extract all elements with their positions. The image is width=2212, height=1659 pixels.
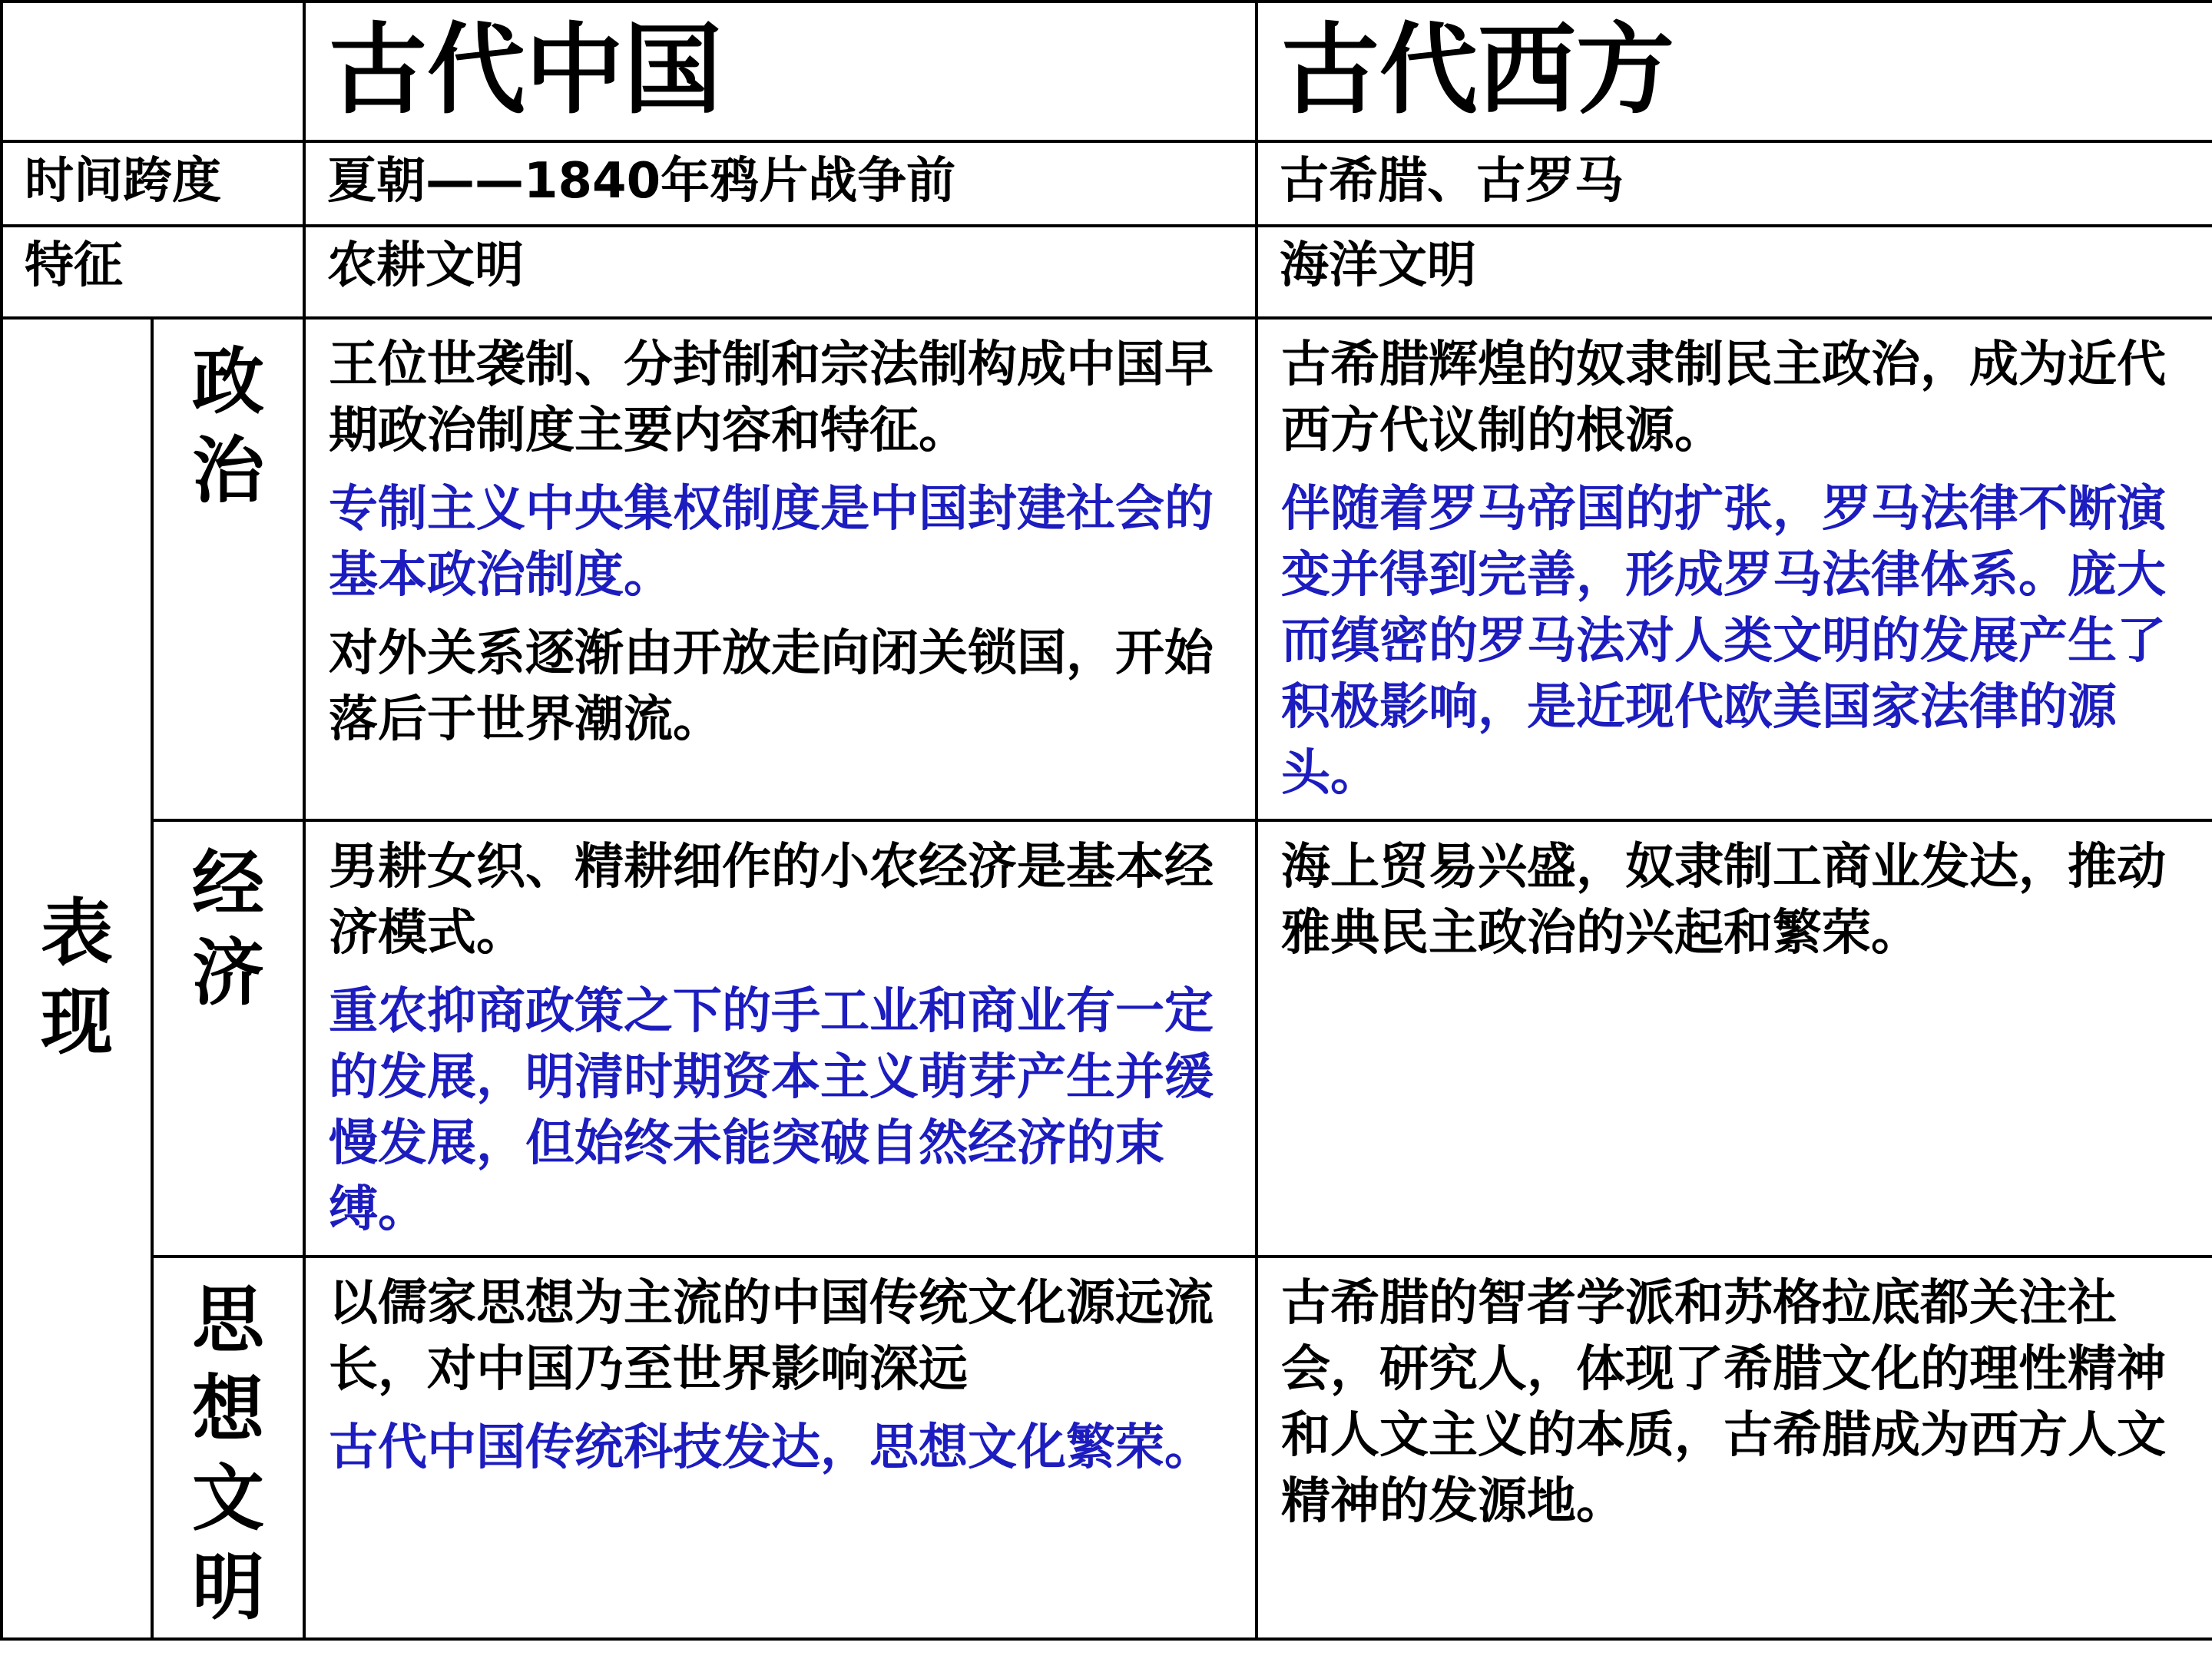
corner-cell xyxy=(2,2,304,141)
feature-row xyxy=(2,226,2212,318)
politics-china-text-1: 王位世袭制、分封制和宗法制构成中国早期政治制度主要内容和特征。 xyxy=(329,336,1214,459)
politics-label: 政治 xyxy=(191,340,264,513)
feature-china: 农耕文明 xyxy=(304,226,1257,318)
time-span-china: 夏朝——1840年鸦片战争前 xyxy=(304,141,1257,226)
economy-label: 经济 xyxy=(191,843,264,1015)
economy-west-text: 海上贸易兴盛，奴隶制工商业发达，推动雅典民主政治的兴起和繁荣。 xyxy=(1281,839,2166,962)
politics-west-text: 古希腊辉煌的奴隶制民主政治，成为近代西方代议制的根源。 xyxy=(1281,336,2166,459)
performance-label: 表现 xyxy=(40,892,113,1065)
performance-label-cell xyxy=(2,318,152,1639)
politics-china-text-2: 对外关系逐渐由开放走向闭关锁国，开始落后于世界潮流。 xyxy=(329,625,1214,748)
politics-china-highlight: 专制主义中央集权制度是中国封建社会的基本政治制度。 xyxy=(329,481,1214,604)
economy-label-cell xyxy=(152,820,304,1257)
time-span-west: 古希腊、古罗马 xyxy=(1257,141,2212,226)
thought-china-cell xyxy=(304,1257,1257,1639)
header-ancient-west: 古代西方 xyxy=(1257,2,2212,141)
thought-west-text: 古希腊的智者学派和苏格拉底都关注社会，研究人，体现了希腊文化的理性精神和人文主义的本质，古希腊成为西方人文精神的发源地。 xyxy=(1281,1275,2166,1530)
feature-west: 海洋文明 xyxy=(1257,226,2212,318)
thought-row xyxy=(2,1257,2212,1639)
politics-label-cell xyxy=(152,318,304,820)
politics-china-cell xyxy=(304,318,1257,820)
economy-china-cell xyxy=(304,820,1257,1257)
thought-china-highlight: 古代中国传统科技发达，思想文化繁荣。 xyxy=(329,1419,1214,1476)
economy-west-cell xyxy=(1257,820,2212,1257)
time-span-row xyxy=(2,141,2212,226)
thought-label-cell xyxy=(152,1257,304,1639)
header-ancient-china: 古代中国 xyxy=(304,2,1257,141)
economy-china-highlight: 重农抑商政策之下的手工业和商业有一定的发展，明清时期资本主义萌芽产生并缓慢发展，但始终未能突破自然经济的束缚。 xyxy=(329,983,1214,1238)
thought-china-text: 以儒家思想为主流的中国传统文化源远流长，对中国乃至世界影响深远 xyxy=(329,1275,1214,1398)
header-row xyxy=(2,2,2212,141)
politics-row xyxy=(2,318,2212,820)
feature-label: 特征 xyxy=(2,226,304,318)
thought-label: 思想文明 xyxy=(191,1279,264,1630)
economy-china-text: 男耕女织、精耕细作的小农经济是基本经济模式。 xyxy=(329,839,1214,962)
politics-west-cell xyxy=(1257,318,2212,820)
thought-west-cell xyxy=(1257,1257,2212,1639)
economy-row xyxy=(2,820,2212,1257)
time-span-label: 时间跨度 xyxy=(2,141,304,226)
politics-west-highlight: 伴随着罗马帝国的扩张，罗马法律不断演变并得到完善，形成罗马法律体系。庞大而缜密的罗马法对人类文明的发展产生了积极影响，是近现代欧美国家法律的源头。 xyxy=(1281,481,2166,802)
